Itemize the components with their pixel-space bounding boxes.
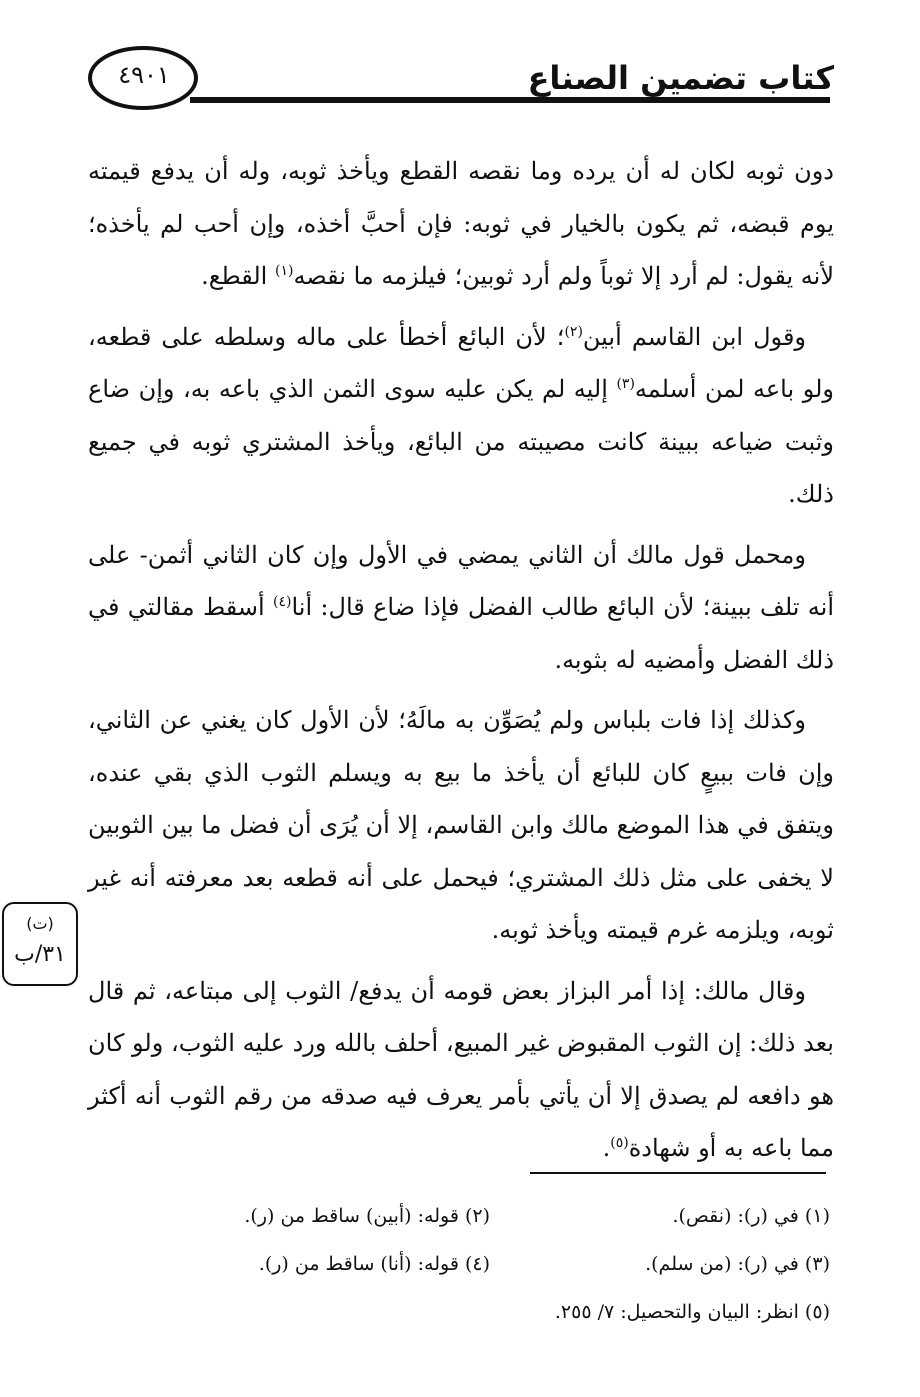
- footnote: (٣) في (ر): (من سلم).: [645, 1253, 830, 1275]
- footnote-ref: (٢): [564, 323, 583, 340]
- footnote-row: [150, 1192, 830, 1240]
- margin-note-folio: ٣١/ب: [14, 942, 66, 967]
- footnote-separator: [530, 1172, 826, 1174]
- paragraph-text: ومحمل قول مالك أن الثاني يمضي في الأول وإن كان الثاني أثمن- على أنه تلف ببينة؛ لأن البائع طالب الفضل فإذا ضاع قال: أنا: [88, 540, 834, 621]
- paragraph: [88, 529, 834, 687]
- footnote: (١) في (ر): (نقص).: [672, 1205, 830, 1227]
- footnote: (٥) انظر: البيان والتحصيل: ٧/ ٢٥٥.: [554, 1301, 830, 1323]
- footnote-ref: (٣): [616, 376, 635, 392]
- footnote-ref: (٤): [272, 594, 292, 610]
- margin-note-siglum: (ت): [26, 914, 54, 933]
- header-rule: [190, 97, 830, 103]
- footnote: (٤) قوله: (أنا) ساقط من (ر).: [258, 1253, 490, 1275]
- paragraph-text: القطع.: [201, 262, 275, 290]
- main-text: [88, 145, 834, 1183]
- paragraph: [88, 311, 834, 521]
- footnote: (٢) قوله: (أبين) ساقط من (ر).: [244, 1205, 490, 1227]
- paragraph: [88, 965, 834, 1175]
- paragraph-text: ؛ لأن البائع أخطأ على ماله وسلطه على قطعه، ولو باعه لمن أسلمه: [88, 322, 834, 403]
- paragraph-text: أسقط مقالتي في ذلك الفضل وأمضيه له بثوبه.: [88, 593, 834, 674]
- paragraph: [88, 145, 834, 303]
- paragraph: [88, 694, 834, 957]
- footnotes: [150, 1192, 830, 1336]
- footnote-row: [150, 1288, 830, 1336]
- paragraph-text: وكذلك إذا فات بلباس ولم يُصَوِّن به مالَهُ؛ لأن الأول كان يغني عن الثاني، وإن فات ببيعٍ كان للبائع أن يأخذ ما بيع به ويسلم الثوب الذي بقي عنده، ويتفق في هذا الموضع مالك وابن القاسم، إلا أن يُرَى أن فضل ما بين الثوبين لا يخفى على مثل ذلك المشتري؛ فيحمل على أنه قطعه بعد معرفته أنه غير ثوبه، ويلزمه غرم قيمته ويأخذ ثوبه.: [88, 706, 835, 944]
- page-header: [0, 0, 920, 130]
- paragraph-text: وقول ابن القاسم أبين: [582, 322, 807, 351]
- paragraph-text: دون ثوبه لكان له أن يرده وما نقصه القطع ويأخذ ثوبه، وله أن يدفع قيمته يوم قبضه، ثم يكون بالخيار في ثوبه: فإن أحبَّ أخذه، وإن أحب لم يأخذه؛ لأنه يقول: لم أرد إلا ثوباً ولم أرد ثوبين؛ فيلزمه ما نقصه: [88, 157, 834, 290]
- paragraph-text: إليه لم يكن عليه سوى الثمن الذي باعه به، وإن ضاع وثبت ضياعه ببينة كانت مصيبته من البائع، ويأخذ المشتري ثوبه في جميع ذلك.: [88, 375, 835, 508]
- page-number: ٤٩٠١: [118, 61, 170, 89]
- footnote-row: [150, 1240, 830, 1288]
- footnote-ref: (١): [274, 263, 294, 279]
- footnote-ref: (٥): [610, 1135, 629, 1151]
- paragraph-text: .: [602, 1134, 611, 1162]
- manuscript-margin-note: [2, 902, 78, 986]
- book-title: كتاب تضمين الصناع: [527, 59, 834, 97]
- paragraph-text: وقال مالك: إذا أمر البزاز بعض قومه أن يدفع/ الثوب إلى مبتاعه، ثم قال بعد ذلك: إن الثوب المقبوض غير المبيع، أحلف بالله ورد عليه الثوب، ولو كان هو دافعه لم يصدق إلا أن يأتي بأمر يعرف فيه صدقه من رقم الثوب أنه أكثر مما باعه به أو شهادة: [88, 976, 834, 1162]
